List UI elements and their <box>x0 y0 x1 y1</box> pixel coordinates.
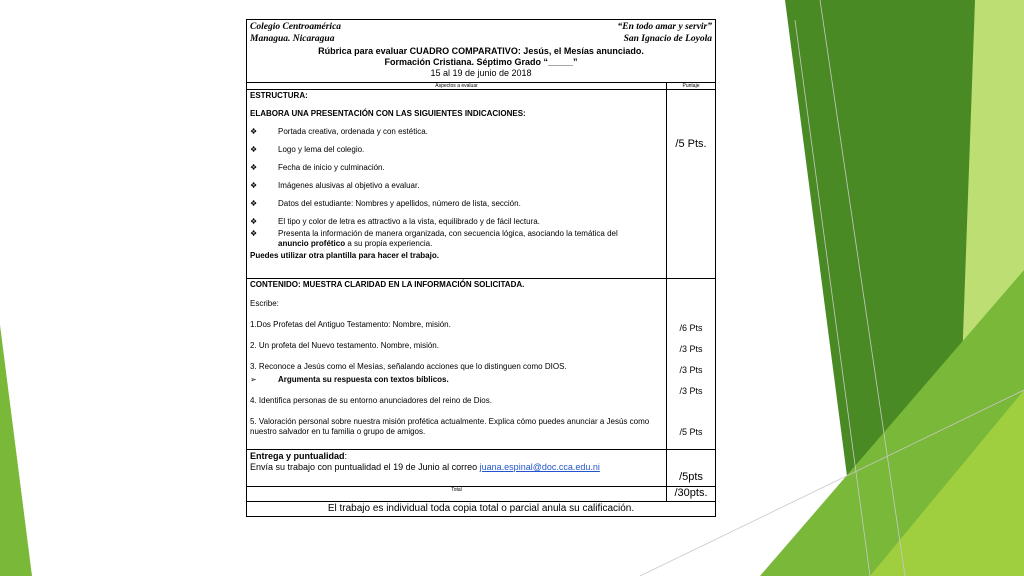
content-points-column <box>667 278 716 449</box>
structure-row <box>247 89 716 278</box>
list-item: ❖ Imágenes alusivas al objetivo a evaluar. <box>250 180 420 190</box>
delivery-text: Envía su trabajo con puntualidad el 19 de Junio al correo <box>250 462 480 472</box>
delivery-row: Entrega y puntualidad: Envía su trabajo con puntualidad el 19 de Junio al correo juana.espinal@doc.cca.edu.ni /5pts <box>247 449 716 486</box>
content-row <box>247 278 716 449</box>
structure-points: /5 Pts. <box>667 89 716 278</box>
list-item: ❖ Portada creativa, ordenada y con estética. <box>250 126 428 136</box>
total-label: Total <box>247 486 667 501</box>
school-city: Managua. Nicaragua <box>250 33 335 44</box>
points-q4: /3 Pts <box>679 385 703 396</box>
school-name: Colegio Centroamérica <box>250 22 342 32</box>
total-row <box>247 486 716 501</box>
email-link[interactable]: juana.espinal@doc.cca.edu.ni <box>479 462 600 472</box>
question-1: 1.Dos Profetas del Antiguo Testamento: Nombre, misión. <box>250 319 451 329</box>
school-patron: San Ignacio de Loyola <box>623 33 712 44</box>
diamond-bullet-icon: ❖ <box>250 162 258 172</box>
footer-note: El trabajo es individual toda copia total o parcial anula su calificación. <box>247 501 716 517</box>
list-item: ❖ Presenta la información de manera organizada, con secuencia lógica, asociando la temática del anuncio profético a su propia experiencia. <box>250 228 618 248</box>
header-row <box>247 20 716 83</box>
total-points: /30pts. <box>667 486 716 501</box>
rubric-title: Rúbrica para evaluar CUADRO COMPARATIVO: Jesús, el Mesías anunciado. <box>318 45 644 56</box>
list-item: ❖ Fecha de inicio y culminación. <box>250 162 385 172</box>
footer-row <box>247 501 716 517</box>
diamond-bullet-icon: ❖ <box>250 180 258 190</box>
list-item: ❖ El tipo y color de letra es attractivo a la vista, equilibrado y de fácil lectura. <box>250 216 540 226</box>
column-header-row <box>247 82 716 89</box>
structure-heading: ESTRUCTURA: <box>250 90 308 100</box>
question-3-sub: ➢ Argumenta su respuesta con textos bíblicos. <box>250 374 449 384</box>
content-heading: CONTENIDO: MUESTRA CLARIDAD EN LA INFORMACIÓN SOLICITADA. <box>250 279 525 289</box>
points-q5: /5 Pts <box>679 426 703 437</box>
points-q2: /3 Pts <box>679 343 703 354</box>
question-5: 5. Valoración personal sobre nuestra misión profética actualmente. Explica cómo puedes anunciar a Jesús como nuestro salvador en tu familia o grupo de amigos. <box>250 416 650 436</box>
course-line: Formación Cristiana. Séptimo Grado “_____” <box>384 57 578 67</box>
aspects-column-header: Aspectos a evaluar <box>247 82 667 89</box>
diamond-bullet-icon: ❖ <box>250 126 258 136</box>
arrow-bullet-icon: ➢ <box>250 374 257 384</box>
structure-note: Puedes utilizar otra plantilla para hacer el trabajo. <box>250 250 439 260</box>
score-column-header: Puntaje <box>667 82 716 89</box>
diamond-bullet-icon: ❖ <box>250 198 258 208</box>
question-4: 4. Identifica personas de su entorno anunciadores del reino de Dios. <box>250 395 492 405</box>
points-q1: /6 Pts <box>679 322 703 333</box>
delivery-heading: Entrega y puntualidad <box>250 450 345 461</box>
left-green-triangle <box>0 325 32 576</box>
diamond-bullet-icon: ❖ <box>250 228 258 238</box>
list-item: ❖ Datos del estudiante: Nombres y apellidos, número de lista, sección. <box>250 198 521 208</box>
content-prompt: Escribe: <box>250 298 279 308</box>
question-2: 2. Un profeta del Nuevo testamento. Nombre, misión. <box>250 340 439 350</box>
date-range: 15 al 19 de junio de 2018 <box>430 68 532 79</box>
diamond-bullet-icon: ❖ <box>250 216 258 226</box>
diamond-bullet-icon: ❖ <box>250 144 258 154</box>
structure-instruction: ELABORA UNA PRESENTACIÓN CON LAS SIGUIENTES INDICACIONES: <box>250 108 526 118</box>
school-motto: “En todo amar y servir” <box>617 22 712 32</box>
question-3: 3. Reconoce a Jesús como el Mesías, señalando acciones que lo distinguen como DIOS. <box>250 361 567 371</box>
points-q3: /3 Pts <box>679 364 703 375</box>
rubric-table <box>246 19 716 517</box>
list-item: ❖ Logo y lema del colegio. <box>250 144 365 154</box>
delivery-points: /5pts <box>667 449 716 486</box>
